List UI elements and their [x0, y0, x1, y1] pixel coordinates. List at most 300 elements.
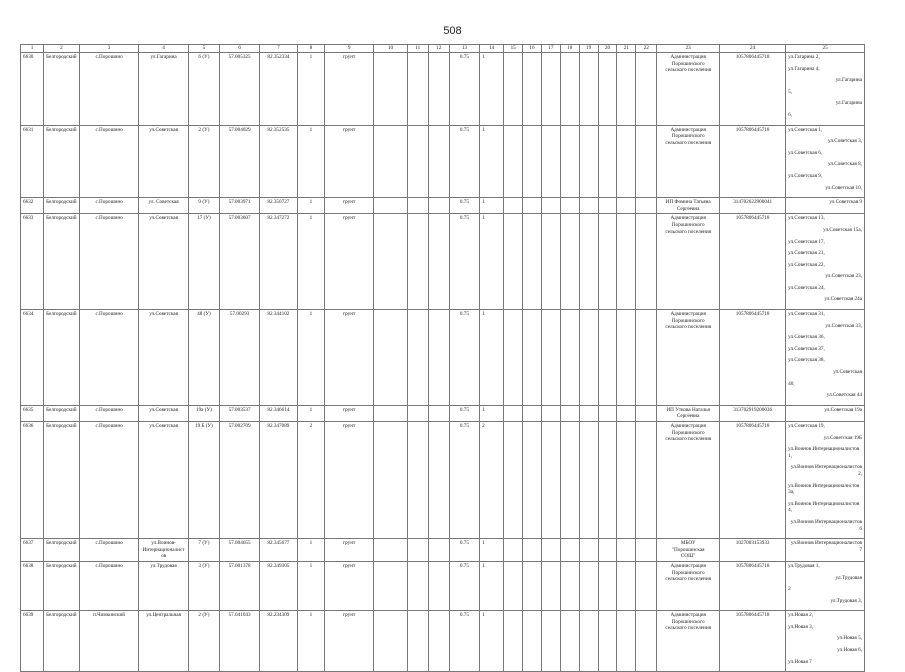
empty-cell	[541, 561, 560, 610]
area-cell: 0.75	[449, 214, 479, 310]
empty-cell	[598, 539, 617, 562]
address-line: ул.Советская 22,	[788, 261, 825, 268]
empty-cell	[504, 611, 523, 672]
address-line: ул.Воинов Интернационалистов 2,	[790, 464, 862, 477]
longitude-cell: 82.344102	[260, 310, 298, 406]
area-cell: 0.75	[449, 422, 479, 539]
address-line: ул.Советская 37,	[788, 345, 825, 352]
area-cell: 0.75	[449, 611, 479, 672]
empty-cell	[617, 198, 636, 214]
address-line: ул.Советская 19а	[824, 406, 862, 413]
owner-line: Администрация	[670, 126, 706, 133]
address-line: ул.Воинов Интернационалистов 6	[790, 518, 862, 532]
empty-cell	[617, 405, 636, 421]
empty-cell	[579, 561, 598, 610]
address-line: ул.Советская 9,	[788, 172, 823, 179]
latitude-cell: 57.002709	[220, 422, 260, 539]
house-cell: 9 (У)	[188, 198, 219, 214]
row-id-cell: 6638	[21, 561, 44, 610]
address-line: ул.Советская 3,	[828, 138, 862, 145]
district-cell: Белгородский	[44, 198, 80, 214]
address-line: 5,	[788, 88, 793, 95]
count-cell: 1	[297, 611, 324, 672]
column-number: 21	[617, 45, 636, 53]
address-line: ул.Воинов Интернационалистов 3а,	[788, 482, 860, 496]
surface-cell: грунт	[324, 611, 373, 672]
column-number: 15	[504, 45, 523, 53]
address-line: ул.Воинов Интернационалистов 4,	[788, 500, 860, 514]
empty-cell	[523, 53, 542, 126]
column-number: 7	[260, 45, 298, 53]
empty-cell	[504, 310, 523, 406]
empty-cell	[598, 561, 617, 610]
empty-cell	[541, 125, 560, 198]
surface-cell: грунт	[324, 214, 373, 310]
count-cell: 1	[297, 214, 324, 310]
empty-cell	[523, 125, 542, 198]
column-number: 23	[657, 45, 720, 53]
count-cell: 1	[297, 539, 324, 562]
longitude-cell: 82.352535	[260, 125, 298, 198]
row-id-cell: 6634	[21, 310, 44, 406]
address-line: ул.Советская 38,	[788, 357, 825, 364]
area-cell: 0.75	[449, 539, 479, 562]
empty-cell	[428, 125, 449, 198]
column-number: 20	[598, 45, 617, 53]
empty-cell	[560, 214, 579, 310]
row-id-cell: 6637	[21, 539, 44, 562]
column-number: 16	[523, 45, 542, 53]
empty-cell	[374, 611, 408, 672]
column-number: 6	[220, 45, 260, 53]
empty-cell	[560, 125, 579, 198]
district-cell: Белгородский	[44, 561, 80, 610]
empty-cell	[374, 539, 408, 562]
addresses-cell	[786, 405, 865, 421]
empty-cell	[428, 53, 449, 126]
owner-line: ИП Уткова Наталья	[666, 406, 710, 413]
empty-cell	[560, 198, 579, 214]
area-cell: 0.75	[449, 198, 479, 214]
table-row	[21, 611, 865, 672]
street-cell: ул.Гагарина	[139, 53, 188, 126]
settlement-cell: с.Порошино	[79, 310, 139, 406]
owner-line: Администрация	[670, 311, 706, 318]
settlement-cell: с.Порошино	[79, 125, 139, 198]
empty-cell	[617, 422, 636, 539]
row-id-cell: 6632	[21, 198, 44, 214]
settlement-cell: с.Порошино	[79, 422, 139, 539]
table-row	[21, 214, 865, 310]
owner-cell	[657, 611, 720, 672]
empty-cell	[560, 422, 579, 539]
settlement-cell: с.Порошино	[79, 561, 139, 610]
empty-cell	[407, 405, 428, 421]
addresses-cell	[786, 611, 865, 672]
address-line: ул.Советская 6,	[788, 149, 823, 156]
empty-cell	[504, 198, 523, 214]
table-row	[21, 310, 865, 406]
empty-cell	[504, 125, 523, 198]
bins-cell: 1	[480, 310, 504, 406]
empty-cell	[523, 198, 542, 214]
owner-line: сельского поселения	[665, 324, 711, 331]
count-cell: 2	[297, 422, 324, 539]
settlement-cell: п.Чимкинский	[79, 611, 139, 672]
empty-cell	[636, 561, 657, 610]
empty-cell	[504, 422, 523, 539]
empty-cell	[407, 422, 428, 539]
empty-cell	[541, 310, 560, 406]
empty-cell	[428, 214, 449, 310]
addresses-cell	[786, 310, 865, 406]
table-row	[21, 125, 865, 198]
empty-cell	[636, 125, 657, 198]
longitude-cell: 82.352334	[260, 53, 298, 126]
surface-cell: грунт	[324, 198, 373, 214]
longitude-cell: 82.347089	[260, 422, 298, 539]
owner-cell	[657, 214, 720, 310]
address-line: ул.Советская	[833, 369, 862, 376]
addresses-cell	[786, 539, 865, 562]
empty-cell	[407, 539, 428, 562]
ogrn-cell: 1027003153933	[720, 539, 786, 562]
empty-cell	[560, 53, 579, 126]
address-line: ул.Советская 13,	[788, 215, 825, 222]
house-cell: 3 (У)	[188, 561, 219, 610]
owner-line: ИП Фомина Татьяна	[665, 199, 711, 206]
street-cell: ул.Трудовая	[139, 561, 188, 610]
owner-line: Порошинского	[671, 618, 705, 625]
empty-cell	[579, 422, 598, 539]
surface-cell: грунт	[324, 405, 373, 421]
empty-cell	[636, 53, 657, 126]
owner-cell	[657, 422, 720, 539]
table-row	[21, 405, 865, 421]
settlement-cell: с.Порошино	[79, 214, 139, 310]
latitude-cell: 57.00293	[220, 310, 260, 406]
owner-line: сельского поселения	[665, 436, 711, 443]
area-cell: 0.75	[449, 125, 479, 198]
ogrn-cell: 1057806445718	[720, 214, 786, 310]
addresses-cell	[786, 198, 865, 214]
empty-cell	[598, 214, 617, 310]
bins-cell: 1	[480, 405, 504, 421]
table-row	[21, 422, 865, 539]
column-number: 2	[44, 45, 80, 53]
empty-cell	[617, 561, 636, 610]
empty-cell	[617, 53, 636, 126]
column-number: 22	[636, 45, 657, 53]
registry-table	[20, 44, 865, 672]
empty-cell	[428, 405, 449, 421]
address-line: ул.Советская 10,	[825, 184, 862, 191]
empty-cell	[504, 539, 523, 562]
owner-line: Порошинского	[671, 429, 705, 436]
empty-cell	[560, 310, 579, 406]
empty-cell	[636, 611, 657, 672]
empty-cell	[579, 611, 598, 672]
area-cell: 0.75	[449, 53, 479, 126]
empty-cell	[374, 214, 408, 310]
area-cell: 0.75	[449, 561, 479, 610]
owner-cell	[657, 310, 720, 406]
street-cell: ул.Советская	[139, 125, 188, 198]
district-cell: Белгородский	[44, 125, 80, 198]
empty-cell	[598, 53, 617, 126]
latitude-cell: 57.041043	[220, 611, 260, 672]
empty-cell	[579, 310, 598, 406]
district-cell: Белгородский	[44, 422, 80, 539]
row-id-cell: 6631	[21, 125, 44, 198]
empty-cell	[636, 539, 657, 562]
owner-line: Администрация	[670, 54, 706, 60]
empty-cell	[428, 561, 449, 610]
address-line: ул.Гагарина	[835, 100, 862, 107]
house-cell: 7 (У)	[188, 539, 219, 562]
empty-cell	[636, 422, 657, 539]
address-line: ул.Советская 36,	[788, 334, 825, 341]
ogrn-cell: 1057806445718	[720, 125, 786, 198]
address-line: ул.Советская 8,	[828, 161, 862, 168]
empty-cell	[523, 561, 542, 610]
empty-cell	[598, 422, 617, 539]
table-row	[21, 561, 865, 610]
settlement-cell: с.Порошино	[79, 405, 139, 421]
column-number: 9	[324, 45, 373, 53]
district-cell: Белгородский	[44, 405, 80, 421]
empty-cell	[428, 198, 449, 214]
empty-cell	[541, 539, 560, 562]
bins-cell: 2	[480, 422, 504, 539]
empty-cell	[428, 539, 449, 562]
owner-line: Сергеевна	[676, 205, 700, 212]
owner-cell	[657, 561, 720, 610]
column-number: 5	[188, 45, 219, 53]
owner-cell	[657, 125, 720, 198]
street-cell: ул.Центральная	[139, 611, 188, 672]
empty-cell	[523, 310, 542, 406]
owner-line: Порошинского	[671, 221, 705, 228]
street-cell: ул.Советская	[139, 405, 188, 421]
owner-cell	[657, 53, 720, 126]
latitude-cell: 57.003537	[220, 405, 260, 421]
surface-cell: грунт	[324, 561, 373, 610]
owner-line: Порошинского	[671, 60, 705, 67]
ogrn-cell: 314702622900041	[720, 198, 786, 214]
owner-line: сельского поселения	[665, 139, 711, 146]
latitude-cell: 57.005325	[220, 53, 260, 126]
empty-cell	[504, 405, 523, 421]
column-number: 18	[560, 45, 579, 53]
owner-line: Администрация	[670, 612, 706, 619]
empty-cell	[374, 405, 408, 421]
address-line: ул.Советская 21,	[788, 250, 825, 257]
empty-cell	[374, 125, 408, 198]
owner-cell	[657, 198, 720, 214]
house-cell: 2 (У)	[188, 611, 219, 672]
empty-cell	[523, 214, 542, 310]
ogrn-cell: 1057806445718	[720, 422, 786, 539]
address-line: ул.Новая 3,	[788, 623, 814, 630]
settlement-cell: с.Порошино	[79, 53, 139, 126]
district-cell: Белгородский	[44, 310, 80, 406]
address-line: ул.Советская 15а,	[823, 226, 862, 233]
address-line: ул.Гагарина	[835, 77, 862, 84]
owner-line: сельского поселения	[665, 625, 711, 632]
house-cell: 19а (У)	[188, 405, 219, 421]
empty-cell	[579, 53, 598, 126]
empty-cell	[636, 405, 657, 421]
ogrn-cell: 1057806445718	[720, 310, 786, 406]
district-cell: Белгородский	[44, 53, 80, 126]
owner-line: Порошинского	[671, 317, 705, 324]
owner-line: Администрация	[670, 562, 706, 569]
surface-cell: грунт	[324, 53, 373, 126]
addresses-cell	[786, 561, 865, 610]
empty-cell	[504, 53, 523, 126]
table-row	[21, 53, 865, 126]
district-cell: Белгородский	[44, 611, 80, 672]
address-line: ул.Советская 19,	[788, 423, 825, 429]
row-id-cell: 6635	[21, 405, 44, 421]
owner-cell	[657, 539, 720, 562]
count-cell: 1	[297, 310, 324, 406]
address-line: ул.Гагарина 2,	[788, 54, 820, 60]
addresses-cell	[786, 53, 865, 126]
bins-cell: 1	[480, 125, 504, 198]
empty-cell	[407, 125, 428, 198]
empty-cell	[374, 198, 408, 214]
column-number: 19	[579, 45, 598, 53]
empty-cell	[541, 422, 560, 539]
empty-cell	[523, 422, 542, 539]
owner-line: Порошинского	[671, 133, 705, 140]
table-row	[21, 539, 865, 562]
empty-cell	[636, 214, 657, 310]
column-number: 3	[79, 45, 139, 53]
empty-cell	[523, 405, 542, 421]
bins-cell: 1	[480, 611, 504, 672]
street-cell: ул. Советская	[139, 198, 188, 214]
empty-cell	[428, 310, 449, 406]
address-line: 40,	[788, 380, 795, 387]
house-cell: 6 (У)	[188, 53, 219, 126]
table-row	[21, 198, 865, 214]
surface-cell: грунт	[324, 422, 373, 539]
empty-cell	[617, 214, 636, 310]
longitude-cell: 82.349305	[260, 561, 298, 610]
empty-cell	[598, 405, 617, 421]
owner-line: Администрация	[670, 423, 706, 429]
empty-cell	[598, 611, 617, 672]
bins-cell: 1	[480, 539, 504, 562]
address-line: ул.Трудовая 3,	[830, 597, 862, 604]
column-number: 12	[428, 45, 449, 53]
address-line: ул.Новая 2,	[788, 612, 814, 619]
page-number: 508	[443, 25, 462, 37]
house-cell: 19 Б (У)	[188, 422, 219, 539]
district-cell: Белгородский	[44, 214, 80, 310]
empty-cell	[407, 214, 428, 310]
longitude-cell: 82.350727	[260, 198, 298, 214]
empty-cell	[407, 611, 428, 672]
longitude-cell: 82.234309	[260, 611, 298, 672]
bins-cell: 1	[480, 198, 504, 214]
empty-cell	[374, 422, 408, 539]
owner-line: Сергеевна	[676, 413, 700, 420]
ogrn-cell: 1057806445718	[720, 561, 786, 610]
count-cell: 1	[297, 561, 324, 610]
settlement-cell: с.Порошино	[79, 539, 139, 562]
empty-cell	[617, 125, 636, 198]
owner-line: МБОУ	[680, 540, 696, 547]
address-line: ул.Советская 24,	[788, 284, 825, 291]
empty-cell	[579, 214, 598, 310]
empty-cell	[407, 310, 428, 406]
addresses-cell	[786, 422, 865, 539]
address-line: ул.Воинов Интернационалистов 7	[790, 540, 862, 553]
address-line: ул.Советская 17,	[788, 238, 825, 245]
address-line: ул.Гагарина 4,	[788, 65, 820, 72]
area-cell: 0.75	[449, 310, 479, 406]
empty-cell	[579, 125, 598, 198]
empty-cell	[523, 611, 542, 672]
column-number: 24	[720, 45, 786, 53]
street-cell: ул.Советская	[139, 422, 188, 539]
owner-line: СОШ"	[680, 553, 696, 560]
empty-cell	[374, 561, 408, 610]
address-line: ул.Трудовая 1,	[788, 562, 820, 569]
empty-cell	[541, 53, 560, 126]
addresses-cell	[786, 125, 865, 198]
empty-cell	[428, 611, 449, 672]
empty-cell	[407, 53, 428, 126]
row-id-cell: 6630	[21, 53, 44, 126]
latitude-cell: 57.004029	[220, 125, 260, 198]
address-line: 6,	[788, 111, 793, 118]
addresses-cell	[786, 214, 865, 310]
latitude-cell: 57.003607	[220, 214, 260, 310]
area-cell: 0.75	[449, 405, 479, 421]
row-id-cell: 6633	[21, 214, 44, 310]
ogrn-cell: 313702919200036	[720, 405, 786, 421]
owner-cell	[657, 405, 720, 421]
column-number: 4	[139, 45, 188, 53]
address-line: ул.Советская 9	[829, 199, 862, 206]
empty-cell	[541, 611, 560, 672]
empty-cell	[407, 561, 428, 610]
street-cell: ул.Советская	[139, 310, 188, 406]
empty-cell	[579, 198, 598, 214]
empty-cell	[504, 561, 523, 610]
longitude-cell: 82.347272	[260, 214, 298, 310]
house-cell: 2 (У)	[188, 125, 219, 198]
longitude-cell: 82.346614	[260, 405, 298, 421]
bins-cell: 1	[480, 561, 504, 610]
column-number: 8	[297, 45, 324, 53]
ogrn-cell: 1057806445718	[720, 53, 786, 126]
address-line: ул.Новая 6,	[837, 647, 862, 654]
ogrn-cell: 1057806445718	[720, 611, 786, 672]
column-number: 1	[21, 45, 44, 53]
address-line: ул.Советская 24а	[824, 296, 862, 303]
address-line: ул.Трудовая	[835, 574, 862, 581]
empty-cell	[598, 125, 617, 198]
empty-cell	[617, 611, 636, 672]
count-cell: 1	[297, 125, 324, 198]
owner-line: "Порошинская	[671, 546, 705, 553]
